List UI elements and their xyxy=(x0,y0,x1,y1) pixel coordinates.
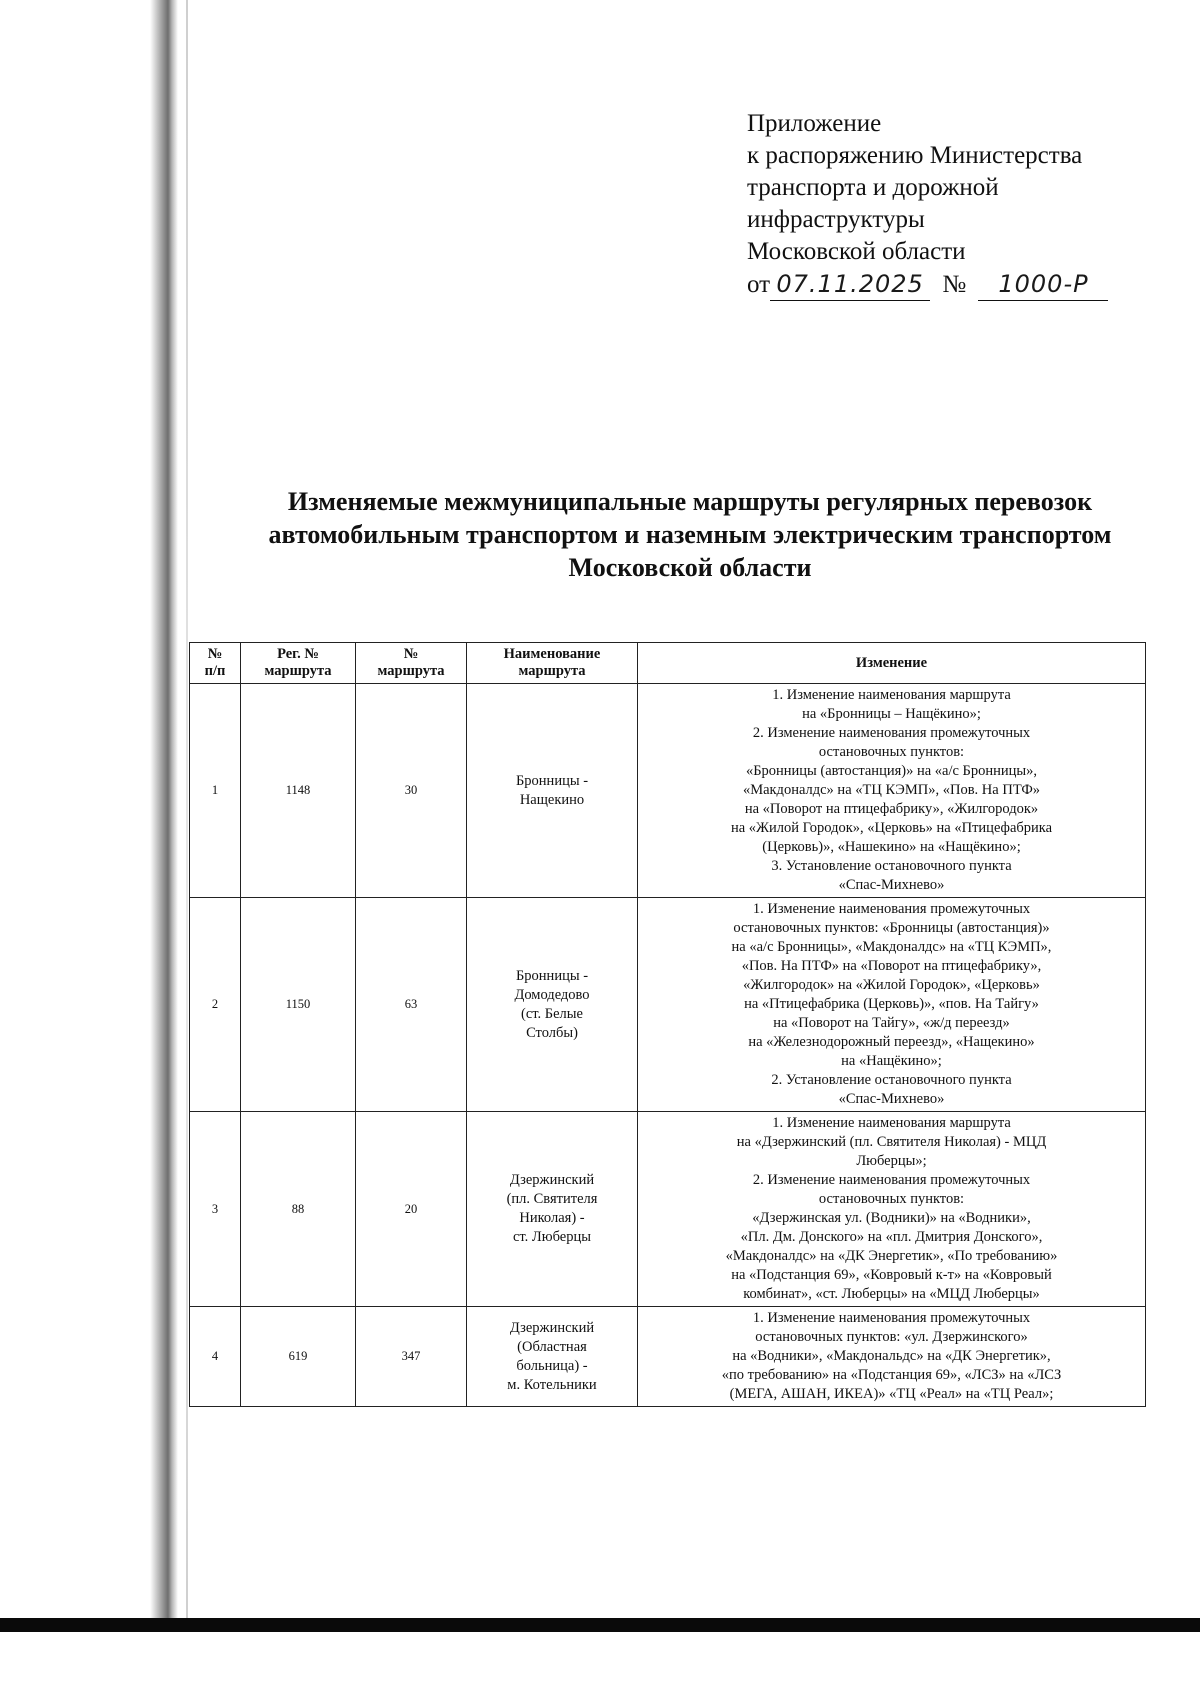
route-name-line: м. Котельники xyxy=(507,1376,597,1393)
change-line: (МЕГА, АШАН, ИКЕА)» «ТЦ «Реал» на «ТЦ Реал»; xyxy=(729,1386,1054,1402)
change-line: «по требованию» на «Подстанция 69», «ЛСЗ» на «ЛСЗ xyxy=(721,1367,1062,1383)
scan-fold-line xyxy=(186,0,188,1620)
scan-left-shadow xyxy=(0,0,178,1696)
change-line: остановочных пунктов: xyxy=(818,744,965,760)
row-route-name xyxy=(467,1112,638,1307)
header-route-name: Наименование маршрута xyxy=(467,643,638,684)
change-line: «Дзержинская ул. (Водники)» на «Водники», xyxy=(752,1210,1031,1226)
routes-table-body xyxy=(190,684,1146,1407)
number-prefix: № xyxy=(942,271,967,298)
change-line: «Спас-Михнево» xyxy=(838,877,945,893)
route-name-line: Столбы) xyxy=(526,1024,578,1041)
change-line: «Бронницы (автостанция)» на «а/с Бронницы», xyxy=(745,763,1038,779)
change-line: на «Нащёкино»; xyxy=(841,1053,942,1069)
change-line: остановочных пунктов: «ул. Дзержинского» xyxy=(755,1329,1028,1345)
scan-bottom-margin xyxy=(0,1632,1200,1696)
row-route-name xyxy=(467,684,638,898)
change-line: 1. Изменение наименования маршрута xyxy=(772,687,1011,703)
change-line: 1. Изменение наименования маршрута xyxy=(772,1115,1011,1131)
table-row xyxy=(190,1112,1146,1307)
row-reg-number: 619 xyxy=(241,1307,356,1407)
scan-bottom-edge xyxy=(0,1618,1200,1632)
route-name-line: (ст. Белые xyxy=(521,1005,583,1022)
change-line: на «Дзержинский (пл. Святителя Николая) - МЦД xyxy=(736,1134,1047,1150)
title-line: Изменяемые межмуниципальные маршруты регулярных перевозок xyxy=(287,487,1093,516)
row-route-name xyxy=(467,1307,638,1407)
change-line: остановочных пунктов: «Бронницы (автостанция)» xyxy=(733,920,1050,936)
route-name-line: (Областная xyxy=(517,1338,587,1355)
route-name-line: больница) - xyxy=(516,1357,588,1374)
row-route-name xyxy=(467,898,638,1112)
table-row xyxy=(190,898,1146,1112)
row-route-number: 30 xyxy=(356,684,467,898)
appendix-line: транспорта и дорожной xyxy=(747,174,999,201)
change-line: на «Птицефабрика (Церковь)», «пов. На Тайгу» xyxy=(744,996,1039,1012)
change-line: «Макдоналдс» на «ТЦ КЭМП», «Пов. На ПТФ» xyxy=(742,782,1041,798)
handwritten-number: 1000-Р xyxy=(978,268,1108,301)
table-row xyxy=(190,1307,1146,1407)
row-change xyxy=(638,684,1146,898)
change-line: на «Поворот на Тайгу», «ж/д переезд» xyxy=(773,1015,1010,1031)
header-index: № п/п xyxy=(190,643,241,684)
row-change xyxy=(638,898,1146,1112)
header-reg-number: Рег. № маршрута xyxy=(241,643,356,684)
routes-table xyxy=(189,642,1146,1407)
change-line: 1. Изменение наименования промежуточных xyxy=(752,901,1031,917)
header-change: Изменение xyxy=(638,643,1146,684)
change-line: на «а/с Бронницы», «Макдоналдс» на «ТЦ КЭМП», xyxy=(731,939,1052,955)
appendix-line: Приложение xyxy=(747,110,882,137)
header-route-number: № маршрута xyxy=(356,643,467,684)
table-row xyxy=(190,684,1146,898)
change-line: «Жилгородок» на «Жилой Городок», «Церковь» xyxy=(743,977,1040,993)
change-line: 3. Установление остановочного пункта xyxy=(771,858,1012,874)
row-reg-number: 1150 xyxy=(241,898,356,1112)
change-line: 2. Изменение наименования промежуточных xyxy=(752,725,1031,741)
appendix-date-number xyxy=(747,268,1177,301)
change-line: остановочных пунктов: xyxy=(818,1191,965,1207)
document-title xyxy=(190,485,1190,584)
route-name-line: Бронницы - xyxy=(515,967,589,984)
row-reg-number: 1148 xyxy=(241,684,356,898)
change-line: «Пл. Дм. Донского» на «пл. Дмитрия Донского», xyxy=(740,1229,1043,1245)
change-line: на «Поворот на птицефабрику», «Жилгородок» xyxy=(744,801,1039,817)
change-line: на «Бронницы – Нащёкино»; xyxy=(802,706,981,722)
appendix-header xyxy=(747,108,1177,301)
route-name-line: (пл. Святителя xyxy=(506,1191,598,1207)
row-route-number: 63 xyxy=(356,898,467,1112)
route-name-line: Дзержинский xyxy=(509,1319,595,1336)
appendix-line: инфраструктуры xyxy=(747,206,925,233)
row-index: 3 xyxy=(190,1112,241,1307)
change-line: 2. Изменение наименования промежуточных xyxy=(752,1172,1031,1188)
change-line: 1. Изменение наименования промежуточных xyxy=(752,1310,1031,1326)
row-index: 1 xyxy=(190,684,241,898)
row-change xyxy=(638,1307,1146,1407)
change-line: «Пов. На ПТФ» на «Поворот на птицефабрику», xyxy=(741,958,1042,974)
change-line: «Макдоналдс» на «ДК Энергетик», «По требованию» xyxy=(725,1248,1058,1264)
change-line: (Церковь)», «Нашекино» на «Нащёкино»; xyxy=(762,839,1021,855)
change-line: 2. Установление остановочного пункта xyxy=(771,1072,1012,1088)
row-route-number: 20 xyxy=(356,1112,467,1307)
route-name-line: Дзержинский xyxy=(509,1172,595,1188)
change-line: на «Подстанция 69», «Ковровый к-т» на «Ковровый xyxy=(731,1267,1052,1283)
change-line: на «Железнодорожный переезд», «Нащекино» xyxy=(748,1034,1035,1050)
route-name-line: Нащекино xyxy=(519,791,585,808)
date-prefix: от xyxy=(747,271,771,298)
change-line: на «Водники», «Макдональдс» на «ДК Энергетик», xyxy=(732,1348,1051,1364)
route-name-line: Бронницы - xyxy=(515,772,589,789)
change-line: «Спас-Михнево» xyxy=(838,1091,945,1107)
title-line: автомобильным транспортом и наземным электрическим транспортом xyxy=(268,520,1112,549)
row-index: 4 xyxy=(190,1307,241,1407)
row-route-number: 347 xyxy=(356,1307,467,1407)
change-line: Люберцы»; xyxy=(856,1153,927,1169)
route-name-line: Николая) - xyxy=(519,1210,585,1226)
appendix-line: Московской области xyxy=(747,238,966,265)
table-header-row xyxy=(190,643,1146,684)
title-line: Московской области xyxy=(568,553,812,582)
row-change xyxy=(638,1112,1146,1307)
change-line: на «Жилой Городок», «Церковь» на «Птицефабрика xyxy=(730,820,1053,836)
handwritten-date: 07.11.2025 xyxy=(770,268,930,301)
route-name-line: Домодедово xyxy=(514,986,590,1003)
change-line: комбинат», «ст. Люберцы» на «МЦД Люберцы» xyxy=(743,1286,1040,1302)
row-index: 2 xyxy=(190,898,241,1112)
row-reg-number: 88 xyxy=(241,1112,356,1307)
appendix-line: к распоряжению Министерства xyxy=(747,142,1083,169)
route-name-line: ст. Люберцы xyxy=(513,1229,591,1245)
